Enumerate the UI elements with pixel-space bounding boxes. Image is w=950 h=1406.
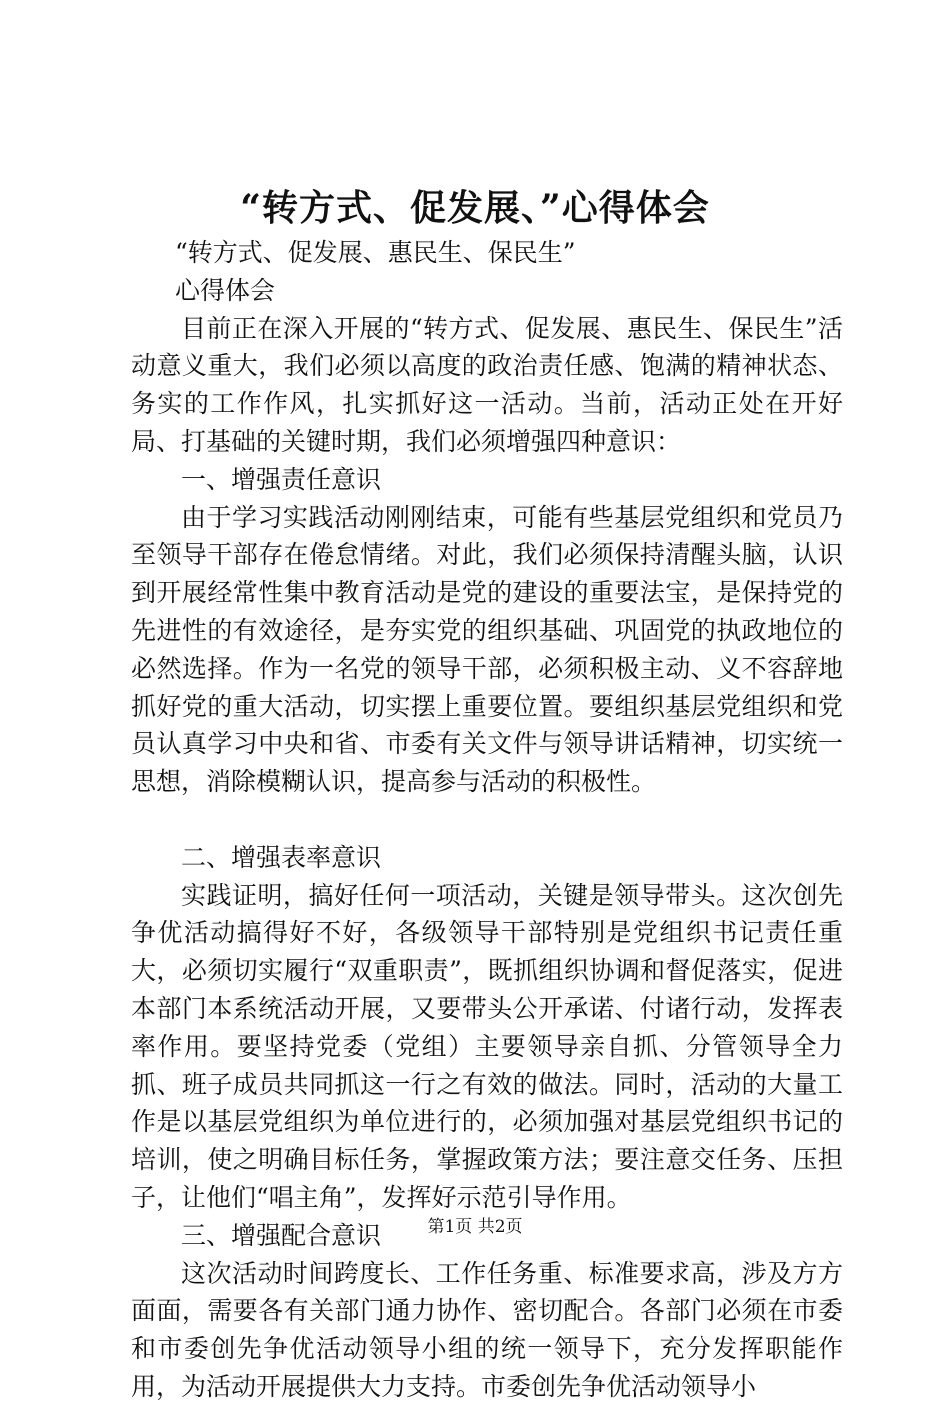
section-3-heading: 三、增强配合意识: [181, 1220, 382, 1250]
section-3-paragraph: 这次活动时间跨度长、工作任务重、标准要求高，涉及方方面面，需要各有关部门通力协作、密切配合。各部门必须在市委和市委创先争优活动领导小组的统一领导下，充分发挥职能作用，为活动开展提供大力支持。市委创先争优活动领导小: [131, 1258, 843, 1401]
paragraph-spacer: [131, 801, 843, 839]
document-title: “转方式、促发展、”心得体会: [240, 187, 710, 229]
intro-paragraph: 目前正在深入开展的“转方式、促发展、惠民生、保民生”活动意义重大，我们必须以高度的政治责任感、饱满的精神状态、务实的工作作风，扎实抓好这一活动。当前，活动正处在开好局、打基础的关键时期，我们必须增强四种意识：: [131, 313, 843, 456]
section-2-heading: 二、增强表率意识: [181, 842, 382, 872]
subtitle-line-1: “转方式、促发展、惠民生、保民生”: [175, 238, 576, 267]
page-footer: 第1页 共2页: [427, 1217, 523, 1237]
section-1-heading: 一、增强责任意识: [181, 464, 382, 494]
section-2-paragraph: 实践证明，搞好任何一项活动，关键是领导带头。这次创先争优活动搞得好不好，各级领导干部特别是党组织书记责任重大，必须切实履行“双重职责”，既抓组织协调和督促落实，促进本部门本系统活动开展，又要带头公开承诺、付诸行动，发挥表率作用。要坚持党委（党组）主要领导亲自抓、分管领导全力抓、班子成员共同抓这一行之有效的做法。同时，活动的大量工作是以基层党组织为单位进行的，必须加强对基层党组织书记的培训，使之明确目标任务，掌握政策方法；要注意交任务、压担子，让他们“唱主角”，发挥好示范引导作用。: [131, 880, 843, 1212]
section-1-paragraph: 由于学习实践活动刚刚结束，可能有些基层党组织和党员乃至领导干部存在倦怠情绪。对此，我们必须保持清醒头脑，认识到开展经常性集中教育活动是党的建设的重要法宝，是保持党的先进性的有效途径，是夯实党的组织基础、巩固党的执政地位的必然选择。作为一名党的领导干部，必须积极主动、义不容辞地抓好党的重大活动，切实摆上重要位置。要组织基层党组织和党员认真学习中央和省、市委有关文件与领导讲话精神，切实统一思想，消除模糊认识，提高参与活动的积极性。: [131, 502, 843, 797]
subtitle-line-2: 心得体会: [175, 275, 276, 305]
